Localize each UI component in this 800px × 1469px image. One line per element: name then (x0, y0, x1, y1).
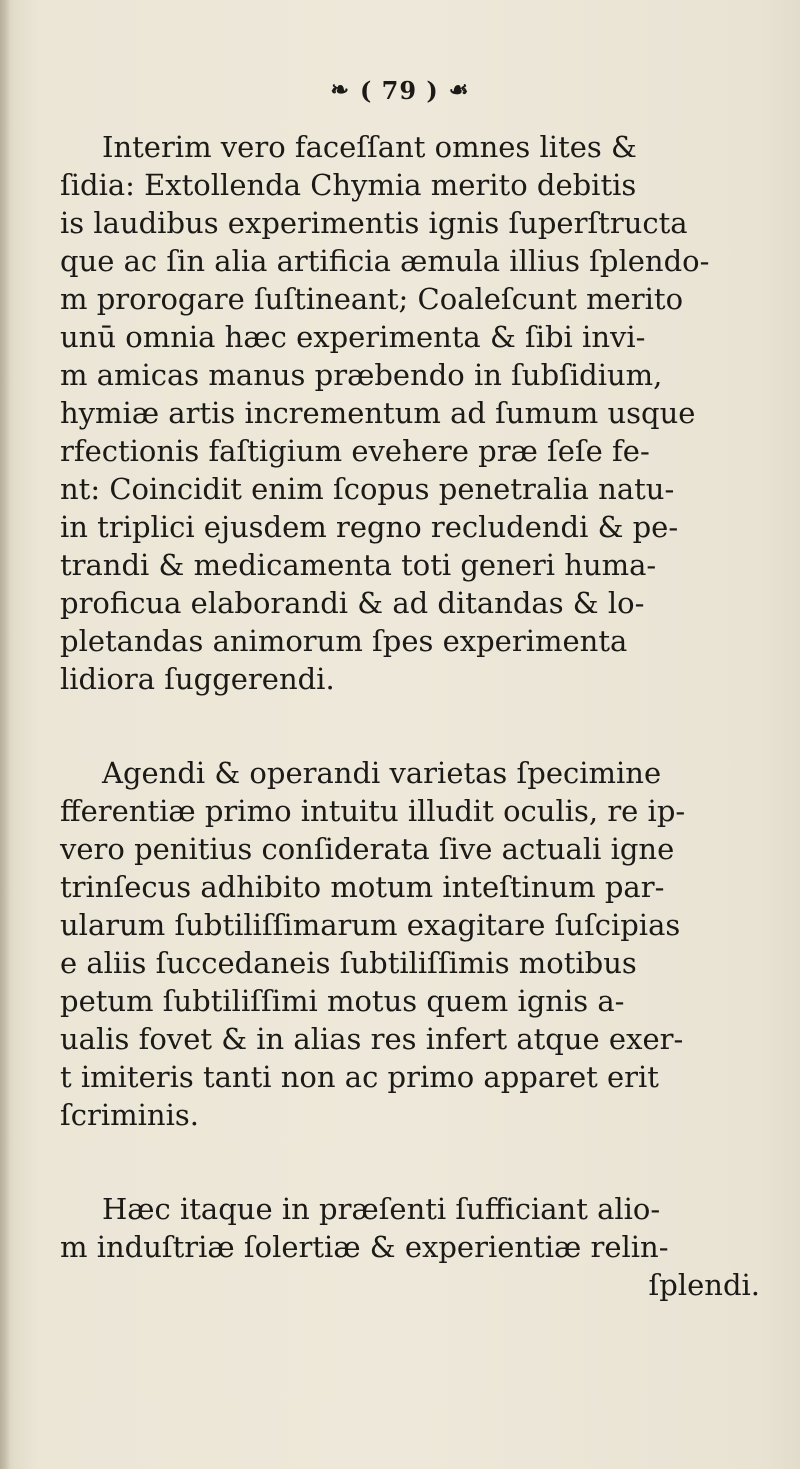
paragraph-2 (0, 754, 800, 1134)
right-ornament-icon: ☙ (448, 77, 470, 103)
text-line: ſidia: Extollenda Chymia merito debitis (60, 168, 637, 202)
text-line: hymiæ artis incrementum ad ſumum usque (60, 396, 696, 430)
text-line: proficua elaborandi & ad ditandas & lo- (60, 586, 645, 620)
text-line: Hæc itaque in præſenti ſufficiant alio- (102, 1192, 661, 1226)
text-line: trandi & medicamenta toti generi huma- (60, 548, 657, 582)
paragraph-1 (0, 128, 800, 698)
text-line: ſcriminis. (60, 1098, 199, 1132)
text-line: m prorogare ſuſtineant; Coaleſcunt merito (60, 282, 684, 316)
text-line: nt: Coincidit enim ſcopus penetralia natu- (60, 472, 675, 506)
text-line: is laudibus experimentis ignis ſuperſtructa (60, 206, 688, 240)
text-line: ualis fovet & in alias res infert atque exer- (60, 1022, 684, 1056)
text-line: unū omnia hæc experimenta & ſibi invi- (60, 320, 646, 354)
text-line: ularum ſubtiliſſimarum exagitare ſuſcipias (60, 908, 681, 942)
paragraph-gap (0, 1134, 800, 1190)
text-line: vero penitius conſiderata ſive actuali igne (60, 832, 675, 866)
text-line: Interim vero faceſſant omnes lites & (102, 130, 637, 164)
text-line: trinſecus adhibito motum inteſtinum par- (60, 870, 665, 904)
text-line: e aliis ſuccedaneis ſubtiliſſimis motibus (60, 946, 637, 980)
text-line: t imiteris tanti non ac primo apparet erit (60, 1060, 659, 1094)
text-line: que ac ſin alia artificia æmula illius ſplendo- (60, 244, 710, 278)
paragraph-3 (0, 1190, 800, 1304)
text-line: fferentiæ primo intuitu illudit oculis, re ip- (60, 794, 686, 828)
catchword: ſplendi. (648, 1268, 760, 1302)
text-line: pletandas animorum ſpes experimenta (60, 624, 628, 658)
text-line: petum ſubtiliſſimi motus quem ignis a- (60, 984, 625, 1018)
text-line: rfectionis faſtigium evehere præ ſeſe fe- (60, 434, 650, 468)
text-line: m induſtriæ ſolertiæ & experientiæ relin- (60, 1230, 669, 1264)
body-text (0, 128, 800, 1304)
text-line: in triplici ejusdem regno recludendi & pe- (60, 510, 679, 544)
text-line: lidiora ſuggerendi. (60, 662, 335, 696)
left-ornament-icon: ❧ (330, 77, 350, 103)
page-number: ( 79 ) (359, 75, 439, 105)
page-header (0, 70, 800, 110)
text-line: m amicas manus præbendo in ſubſidium, (60, 358, 663, 392)
paragraph-gap (0, 698, 800, 754)
text-line: Agendi & operandi varietas ſpecimine (102, 756, 662, 790)
